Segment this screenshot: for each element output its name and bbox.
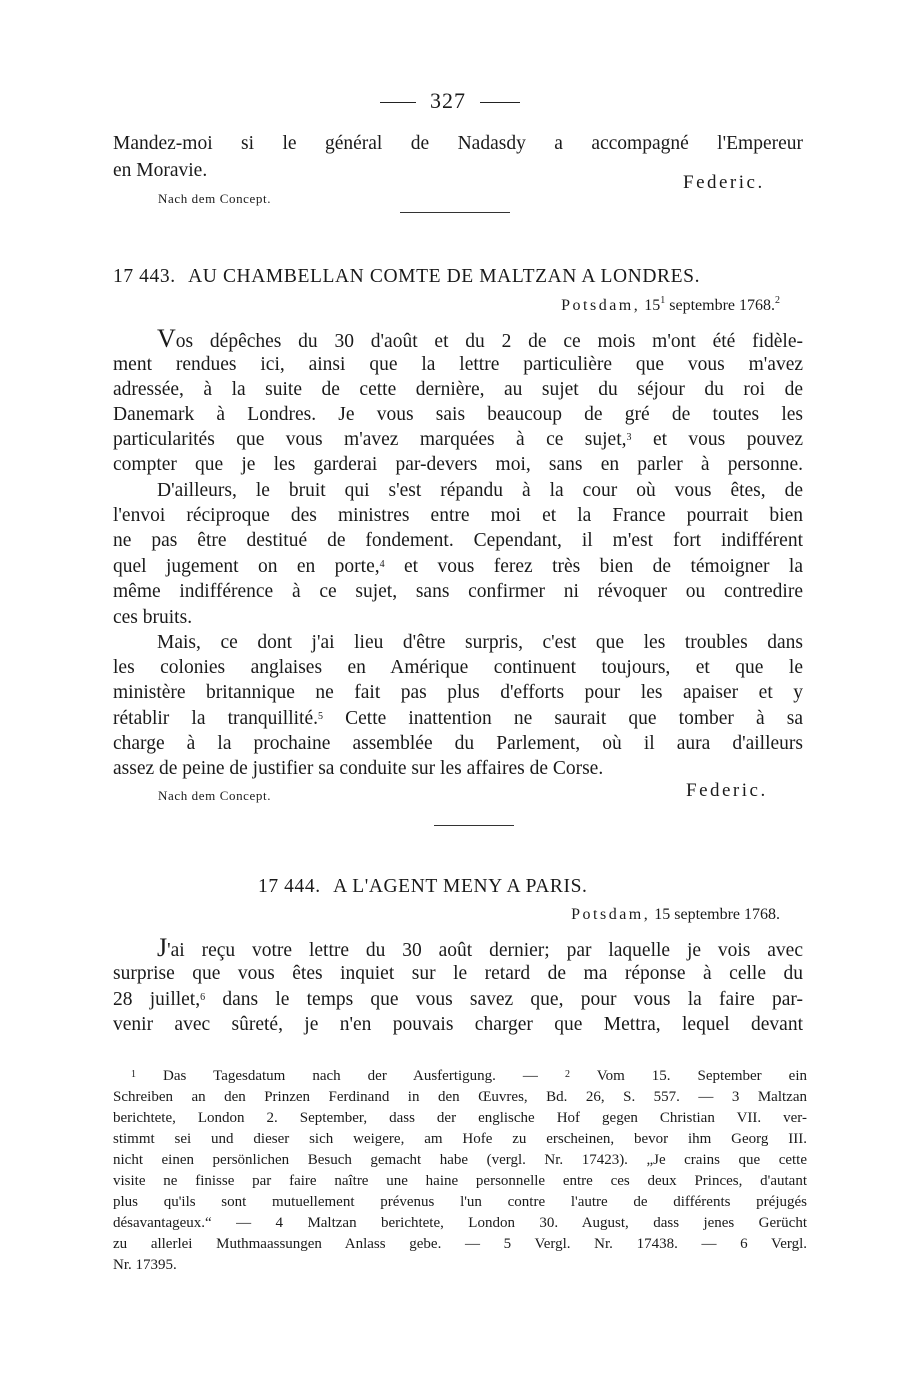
body-line: surprise que vous êtes inquiet sur le retard de ma réponse à celle du [113, 963, 803, 984]
body-line: venir avec sûreté, je n'en pouvais charger que Mettra, lequel devant [113, 1014, 803, 1035]
letter-title: A L'AGENT MENY A PARIS. [333, 876, 588, 897]
footnote-line: plus qu'ils sont mutuellement prévenus l'un contre l'autre de différents préjugés [113, 1194, 807, 1210]
letter-number: 17 443. [113, 266, 176, 287]
body-line: assez de peine de justifier sa conduite sur les affaires de Corse. [113, 758, 604, 779]
body-line: en Moravie. [113, 160, 208, 181]
body-line: 28 juillet,$^6$ dans le temps que vous savez que, pour vous la faire par- [113, 989, 803, 1010]
body-line: Mandez-moi si le général de Nadasdy a accompagné l'Empereur [113, 133, 803, 154]
body-line: compter que je les garderai par-devers moi, sans en parler à personne. [113, 454, 803, 475]
body-line: ces bruits. [113, 607, 193, 628]
initial-letter: V [157, 324, 176, 353]
dateline-rest: septembre 1768. [669, 297, 775, 314]
letter-heading [113, 266, 803, 288]
body-line: quel jugement on en porte,$^4$ et vous ferez très bien de témoigner la [113, 556, 803, 577]
footnote-line: berichtete, London 2. September, dass der englische Hof gegen Christian VII. ver- [113, 1110, 807, 1126]
signature: Federic. [686, 780, 768, 801]
footnote-ref: 5 [318, 711, 323, 722]
letter-number: 17 444. [258, 876, 321, 897]
footnote-ref: 6 [200, 992, 206, 1003]
body-line: ne pas être destitué de fondement. Cependant, il m'est fort indifférent [113, 530, 803, 551]
footnote-ref: 4 [379, 559, 385, 570]
section-divider [434, 825, 514, 826]
footnote-line: nicht einen persönlichen Besuch gemacht habe (vergl. Nr. 17423). „Je crains que cette [113, 1152, 807, 1168]
footnote-line: visite ne finisse par faire naître une haine personnelle entre ces deux Princes, d'autant [113, 1173, 807, 1189]
body-line: les colonies anglaises en Amérique continuent toujours, et que le [113, 657, 803, 678]
body-line: rétablir la tranquillité.$^5$ Cette inattention ne saurait que tomber à sa [113, 708, 803, 729]
letter-title: AU CHAMBELLAN COMTE DE MALTZAN A LONDRES. [188, 266, 701, 287]
body-line: adressée, à la suite de cette dernière, au sujet du séjour du roi de [113, 379, 803, 400]
body-line: ministère britannique ne fait pas plus d'efforts pour les apaiser et y [113, 682, 803, 703]
dateline-date: 15 septembre 1768. [654, 906, 780, 923]
section-divider [400, 212, 510, 213]
body-line: Vos dépêches du 30 d'août et du 2 de ce mois m'ont été fidèle- [157, 324, 803, 353]
footnote-line: zu allerlei Muthmaassungen Anlass gebe. — 5 Vergl. Nr. 17438. — 6 Vergl. [113, 1236, 807, 1252]
page-header [0, 88, 900, 114]
footnote-line: stimmt sei und dieser sich weigere, am Hofe zu erscheinen, bevor ihm Georg III. [113, 1131, 807, 1147]
signature: Federic. [683, 172, 765, 193]
page-number: 327 [430, 88, 466, 113]
body-line: D'ailleurs, le bruit qui s'est répandu à la cour où vous êtes, de [157, 480, 803, 501]
body-line: ment rendues ici, ainsi que la lettre particulière que vous m'avez [113, 354, 803, 375]
footnote-ref: 3 [626, 432, 632, 443]
dateline-place: Potsdam, [571, 906, 651, 923]
letter-dateline [561, 297, 780, 315]
letter-dateline [571, 906, 780, 924]
body-line: J'ai reçu votre lettre du 30 août dernier; par laquelle je vois avec [157, 933, 803, 962]
footnote-line: Nr. 17395. [113, 1257, 177, 1273]
source-note: Nach dem Concept. [158, 191, 272, 206]
footnote-line: Schreiben an den Prinzen Ferdinand in den Œuvres, Bd. 26, S. 557. — 3 Maltzan [113, 1089, 807, 1105]
body-line: Mais, ce dont j'ai lieu d'être surpris, c'est que les troubles dans [157, 632, 803, 653]
source-note: Nach dem Concept. [158, 788, 272, 803]
body-line: particularités que vous m'avez marquées à ce sujet,$^3$ et vous pouvez [113, 429, 803, 450]
initial-letter: J [157, 933, 168, 962]
body-line: même indifférence à ce sujet, sans confirmer ni révoquer ou contredire [113, 581, 803, 602]
body-line: Danemark à Londres. Je vous sais beaucoup de gré de toutes les [113, 404, 803, 425]
footnote-line: désavantageux.“ — 4 Maltzan berichtete, London 30. August, dass jenes Gerücht [113, 1215, 807, 1231]
footnote-ref: 2 [775, 295, 780, 306]
footnote-ref: 1 [660, 295, 666, 306]
body-line: charge à la prochaine assemblée du Parlement, où il aura d'ailleurs [113, 733, 803, 754]
header-rule-right [480, 102, 520, 103]
dateline-day: 15 [644, 297, 661, 314]
header-rule-left [380, 102, 416, 103]
footnote-line: $^1$ Das Tagesdatum nach der Ausfertigung. — $^2$ Vom 15. September ein [131, 1068, 808, 1084]
letter-heading [258, 876, 758, 898]
dateline-place: Potsdam, [561, 297, 641, 314]
body-line: l'envoi réciproque des ministres entre moi et la France pourrait bien [113, 505, 803, 526]
